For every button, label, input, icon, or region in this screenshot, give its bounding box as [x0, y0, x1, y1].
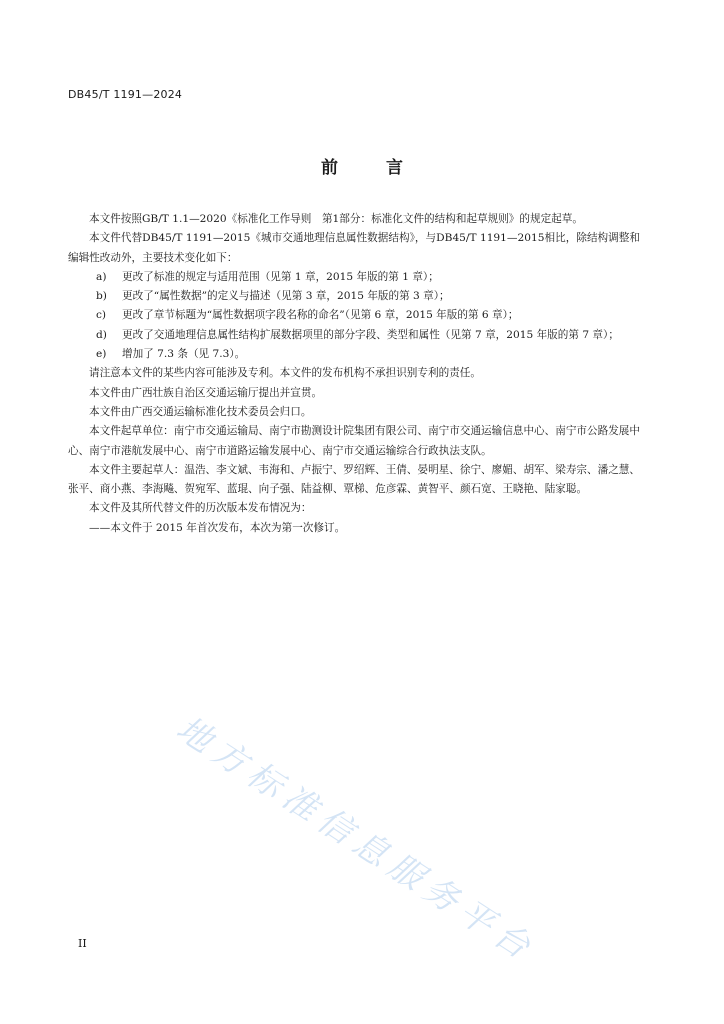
foreword-body — [68, 210, 640, 538]
paragraph-patent: 请注意本文件的某些内容可能涉及专利。本文件的发布机构不承担识别专利的责任。 — [89, 367, 481, 380]
paragraph-history-item: ——本文件于 2015 年首次发布，本次为第一次修订。 — [89, 521, 346, 534]
title-char-2: 言 — [386, 158, 403, 178]
item-text: 更改了章节标题为“属性数据项字段名称的命名”（见第 6 章，2015 年版的第 6 章）； — [122, 309, 519, 322]
paragraph-proposer: 本文件由广西壮族自治区交通运输厅提出并宣贯。 — [89, 386, 323, 399]
paragraph-history: 本文件及其所代替文件的历次版本发布情况为： — [89, 502, 312, 515]
paragraph-drafters: 本文件主要起草人：温浩、李文斌、韦海和、卢振宁、罗绍辉、王倩、晏明星、徐宁、廖媚、胡军、梁寿宗、潘之慧、张平、商小燕、李海飚、贺宛军、蓝琨、向子强、陆益柳、覃梯、危彦霖、黄智平、颜石宽、王晓艳、陆家聪。 — [68, 463, 640, 496]
change-item — [68, 345, 640, 364]
page-title — [0, 153, 724, 178]
watermark: 地方标准信息服务平台 — [169, 708, 544, 971]
document-code: DB45/T 1191—2024 — [68, 88, 183, 101]
item-text: 更改了交通地理信息属性结构扩展数据项里的部分字段、类型和属性（见第 7 章，2015 年版的第 7 章）； — [122, 328, 619, 341]
item-marker: b) — [96, 290, 107, 303]
change-item — [68, 268, 640, 287]
change-item — [68, 287, 640, 306]
title-char-1: 前 — [321, 158, 338, 178]
paragraph-drafting-units: 本文件起草单位：南宁市交通运输局、南宁市勘测设计院集团有限公司、南宁市交通运输信息中心、南宁市公路发展中心、南宁市港航发展中心、南宁市道路运输发展中心、南宁市交通运输综合行政执法支队。 — [68, 425, 640, 457]
page-number: II — [78, 937, 87, 950]
item-marker: e) — [96, 348, 107, 361]
item-marker: a) — [96, 270, 107, 283]
change-item — [68, 306, 640, 325]
item-text: 更改了标准的规定与适用范围（见第 1 章，2015 年版的第 1 章）； — [122, 270, 439, 283]
paragraph-replaces: 本文件代替DB45/T 1191—2015《城市交通地理信息属性数据结构》，与DB45/T 1191—2015相比，除结构调整和编辑性改动外，主要技术变化如下： — [68, 232, 640, 264]
item-text: 更改了“属性数据”的定义与描述（见第 3 章，2015 年版的第 3 章）； — [122, 290, 450, 303]
item-marker: c) — [96, 309, 107, 322]
change-item — [68, 326, 640, 345]
item-marker: d) — [96, 328, 107, 341]
item-text: 增加了 7.3 条（见 7.3）。 — [122, 348, 246, 361]
paragraph-drafting-rule: 本文件按照GB/T 1.1—2020《标准化工作导则 第1部分：标准化文件的结构和起草规则》的规定起草。 — [89, 213, 583, 225]
paragraph-committee: 本文件由广西交通运输标准化技术委员会归口。 — [89, 405, 312, 418]
